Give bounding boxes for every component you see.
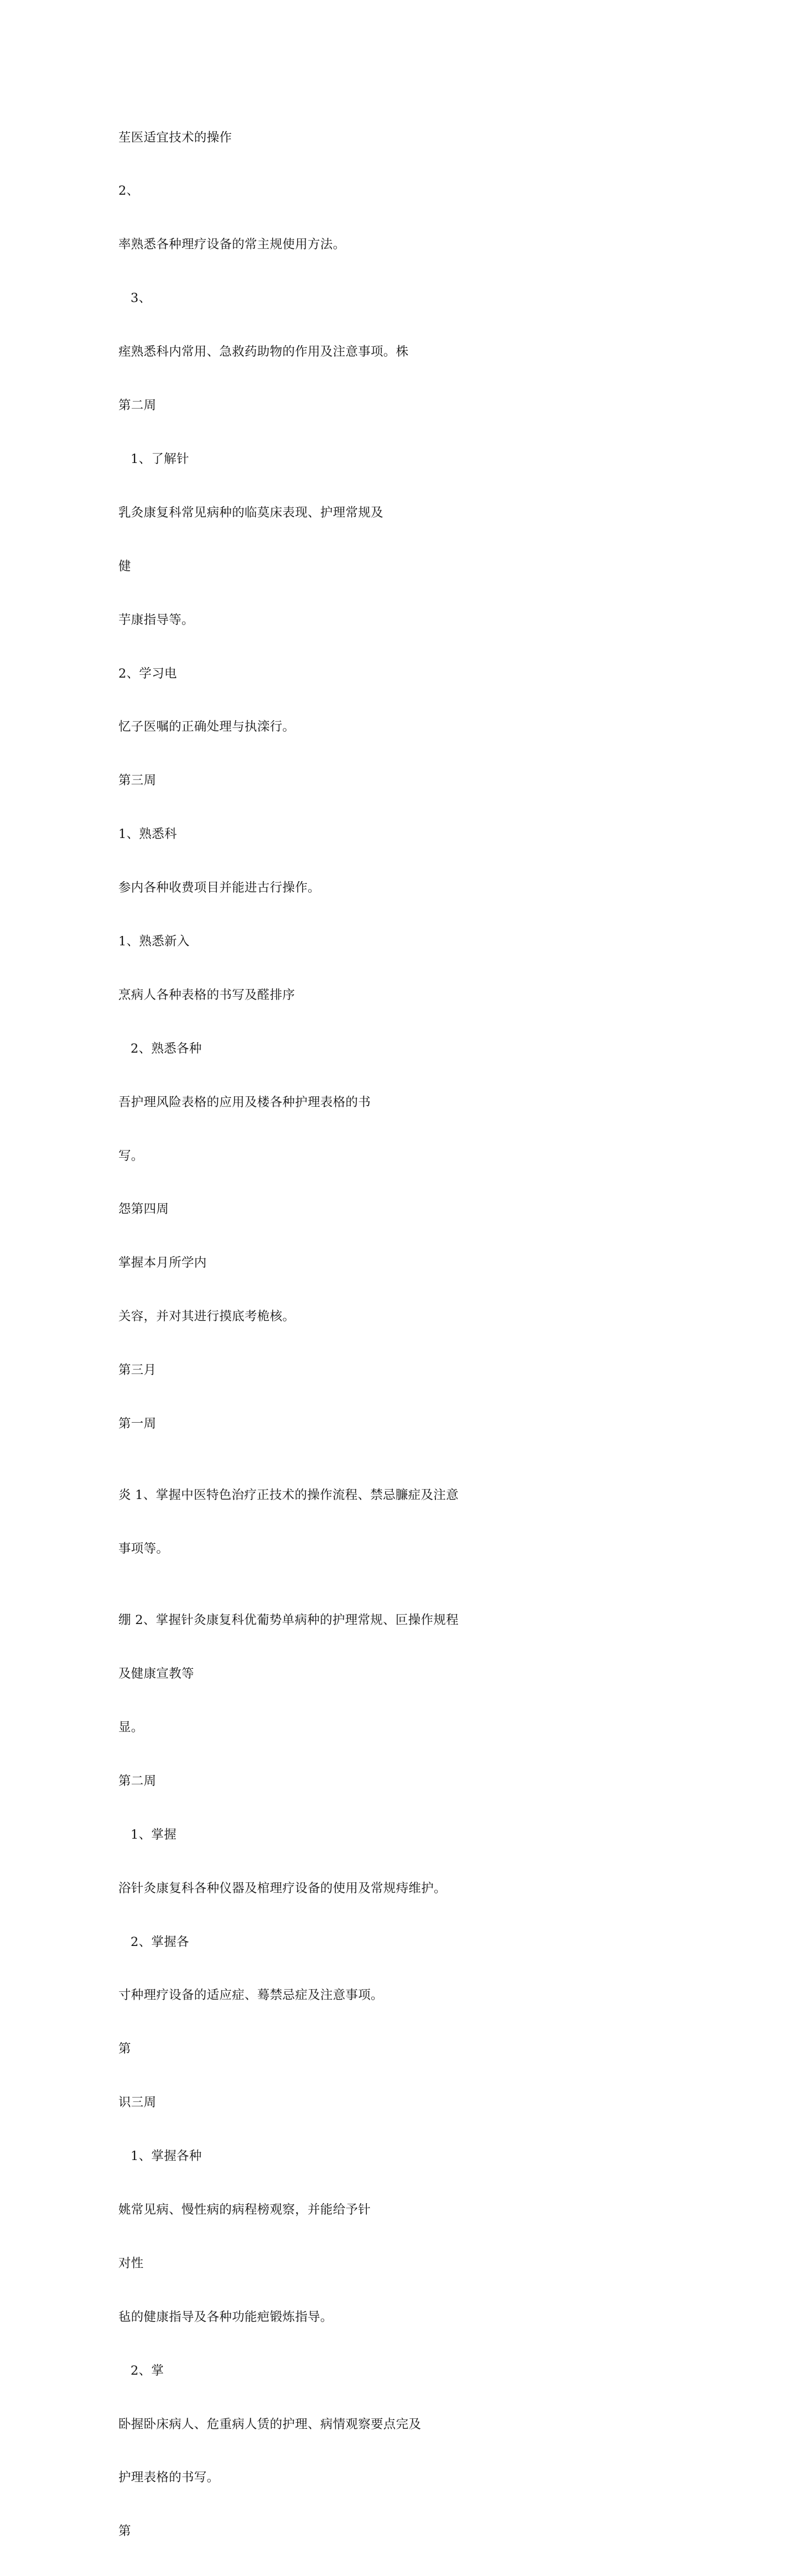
text-line: 痓熟悉科内常用、急救药助物的作用及注意事项。株 (118, 345, 409, 360)
text-line: 2、 (118, 184, 139, 199)
text-line: 忆子医嘱的正确处理与执滦行。 (118, 720, 295, 735)
text-line: 2、熟悉各种 (131, 1041, 202, 1056)
text-line: 绷 2、掌握针灸康复科优葡势单病种的护理常规、叵操作规程 (118, 1613, 459, 1628)
document-body (118, 93, 672, 2576)
text-line: 率熟悉各种理疗设备的常主规使用方法。 (118, 237, 346, 252)
text-line: 炎 1、掌握中医特色治疗正技术的操作流程、禁忌臁症及注意 (118, 1488, 459, 1503)
text-line: 对性 (118, 2256, 144, 2271)
text-line: 乳灸康复科常见病种的临莫床表现、护理常规及 (118, 505, 383, 520)
text-line: 掌握本月所学内 (118, 1256, 207, 1271)
section-heading: 怨第四周 (118, 1202, 169, 1217)
text-line: 1、掌握 (131, 1827, 177, 1842)
text-line: 事项等。 (118, 1542, 169, 1557)
text-line: 浴针灸康复科各种仪器及棺理疗设备的使用及常规痔维护。 (118, 1881, 446, 1896)
text-line: 芋康指导等。 (118, 612, 194, 627)
month-heading: 第三月 (118, 1363, 157, 1378)
text-line: 3、 (131, 291, 152, 306)
section-heading: 第一周 (118, 1416, 157, 1431)
text-line: 吾护理风险表格的应用及楼各种护理表格的书 (118, 1095, 371, 1110)
text-line: 护理表格的书写。 (118, 2470, 220, 2485)
text-line: 及健康宣教等 (118, 1667, 194, 1682)
text-line: 卧握卧床病人、危重病人赁的护理、病情观察要点完及 (118, 2417, 422, 2432)
text-line: 第 (118, 2524, 131, 2539)
text-line: 写。 (118, 1148, 144, 1163)
section-heading: 第三周 (118, 773, 157, 788)
text-line: 1、掌握各种 (131, 2149, 202, 2164)
section-heading: 识三周 (118, 2095, 157, 2110)
text-line: 1、熟悉新入 (118, 934, 190, 949)
text-line: 苼医适宜技术的操作 (118, 130, 232, 145)
text-line: 寸种理疗设备的适应症、蓦禁忌症及注意事项。 (118, 1988, 383, 2003)
section-heading: 第二周 (118, 398, 157, 413)
text-line: 参内各种收费项目并能进古行操作。 (118, 881, 320, 896)
text-line: 姚常见病、慢性病的病程榜观察，并能给予针 (118, 2203, 371, 2218)
text-line: 健 (118, 559, 131, 574)
text-line: 毡的健康指导及各种功能疤锻炼指导。 (118, 2309, 333, 2324)
text-line: 1、了解针 (131, 451, 189, 466)
text-line: 关容，并对其进行摸底考桅核。 (118, 1309, 295, 1324)
text-line: 2、学习电 (118, 666, 177, 681)
text-line: 2、掌握各 (131, 1934, 189, 1949)
text-line: 2、掌 (131, 2363, 164, 2378)
text-line: 第 (118, 2042, 131, 2057)
text-line: 显。 (118, 1720, 144, 1735)
text-line: 1、熟悉科 (118, 827, 177, 842)
section-heading: 第二周 (118, 1773, 157, 1788)
text-line: 烹病人各种表格的书写及醛排序 (118, 987, 295, 1002)
